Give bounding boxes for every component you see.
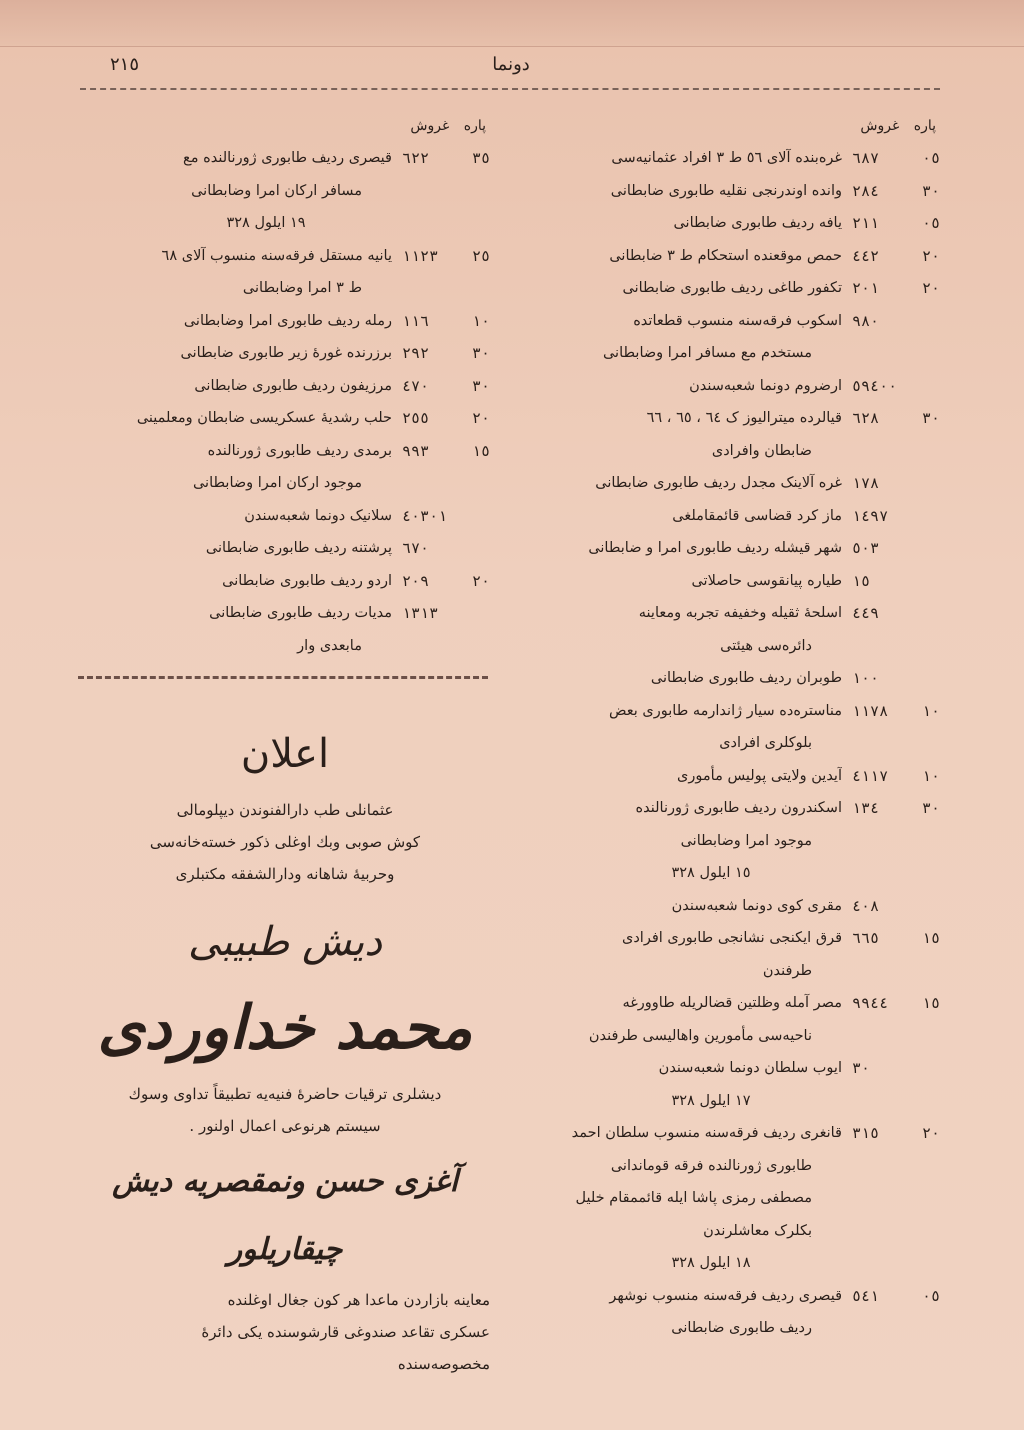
- ledger-row: [520, 142, 940, 175]
- page-header: [80, 52, 942, 88]
- right-column: [520, 110, 940, 1345]
- amount-para: [912, 467, 940, 500]
- amount-ghurush: ٦٢٢: [402, 149, 430, 167]
- ledger-amount: [392, 402, 490, 435]
- amount-ghurush: ١٠٠: [852, 669, 880, 687]
- ledger-amount: [392, 435, 490, 468]
- ledger-description: قانغری ردیف فرقه‌سنه منسوب سلطان احمد: [571, 1125, 842, 1141]
- ledger-row: [520, 467, 940, 500]
- ledger-row: [520, 1052, 940, 1085]
- ledger-description: مقری کوی دونما شعبه‌سندن: [671, 897, 842, 914]
- amount-para: [912, 890, 940, 923]
- ledger-description: طابوری ژورنالنده فرقه قوماندانی: [610, 1157, 812, 1174]
- ledger-description: مصر آمله وظلتین قضالریله طاوورغه: [622, 995, 842, 1011]
- ledger-description: مدیات ردیف طابوری ضابطانی: [209, 605, 392, 621]
- ledger-amount: [392, 500, 490, 533]
- advert-footer-line: معاینه بازاردن ماعدا هر کون جغال اوغلنده: [227, 1291, 490, 1309]
- ledger-description: غره‌بنده آلای ٥٦ ط ٣ افراد عثمانیه‌سی: [611, 150, 842, 166]
- amount-para: ١٥: [471, 441, 490, 460]
- amount-para: ١٠: [921, 701, 940, 720]
- ledger-row: [520, 955, 940, 988]
- ledger-amount: [842, 695, 940, 728]
- amount-ghurush: ٥٠٣: [852, 539, 880, 557]
- ledger-description: مابعدی وار: [297, 637, 362, 654]
- amount-para: ١٥: [921, 929, 940, 947]
- ledger-description: قیصری ردیف فرقه‌سنه منسوب نوشهر: [609, 1287, 842, 1304]
- header-rule: [80, 88, 940, 90]
- amount-ghurush: ١١٢٣: [402, 246, 439, 265]
- amount-para: [912, 305, 940, 338]
- left-column-rows: [80, 142, 490, 662]
- amount-para: [462, 500, 490, 533]
- ledger-row: [80, 467, 490, 500]
- amount-para: ٢٠: [921, 1124, 940, 1142]
- left-column: [80, 110, 490, 662]
- ledger-row: [520, 695, 940, 728]
- ledger-amount: [392, 240, 490, 273]
- ledger-amount: [392, 305, 490, 338]
- ledger-amount: [842, 597, 940, 630]
- right-column-rows: [520, 142, 940, 1345]
- advert-heading: اعلان: [240, 731, 330, 777]
- amount-ghurush: ٣٠: [852, 1059, 871, 1077]
- ledger-description: اردو ردیف طابوری ضابطانی: [222, 572, 392, 589]
- advert-service-title: آغزی حسن ونمقصریه دیش چیقاریلور: [112, 1164, 458, 1267]
- advert-profession: دیش طبیبی: [187, 919, 383, 965]
- ledger-amount: [842, 272, 940, 305]
- ledger-row: [80, 240, 490, 273]
- amount-para: [912, 370, 940, 403]
- ledger-amount: [842, 760, 940, 793]
- ledger-row: [520, 207, 940, 240]
- ledger-description: اسکندرون ردیف طابوری ژورنالنده: [635, 800, 842, 816]
- amount-ghurush: ٢٠٩: [402, 571, 430, 590]
- ledger-amount: [842, 142, 940, 175]
- amount-para: [462, 532, 490, 565]
- ledger-description: اسکوب فرقه‌سنه منسوب قطعاتده: [633, 312, 842, 329]
- ledger-row: [520, 987, 940, 1020]
- amount-para: ١٠: [921, 766, 940, 785]
- ledger-amount: [842, 1280, 940, 1313]
- ledger-amount: [842, 305, 940, 338]
- ledger-amount: [842, 532, 940, 565]
- ledger-amount: [392, 142, 490, 175]
- ledger-row: [520, 825, 940, 858]
- ledger-description: طوبران ردیف طابوری ضابطانی: [650, 670, 842, 686]
- advert-intro-line: کوش صوبی وبك اوغلی ذکور خسته‌خانه‌سی: [149, 833, 421, 851]
- amount-ghurush: ٢٥٥: [402, 409, 430, 427]
- amount-ghurush: ٩٩٤٤: [852, 994, 889, 1012]
- ledger-row: [520, 890, 940, 923]
- ledger-description: ١٩ ایلول ٣٢٨: [226, 215, 306, 231]
- amount-para: ٣٠: [471, 376, 490, 395]
- ledger-row: [520, 402, 940, 435]
- ledger-description: قرق ایکنجی نشانجی طابوری افرادی: [621, 930, 842, 946]
- amount-para: ٠٥: [921, 149, 940, 167]
- amount-ghurush: ٦٧٠: [402, 539, 430, 557]
- amount-para: ٣٠: [471, 344, 490, 362]
- ledger-row: [80, 175, 490, 208]
- ledger-description: ١٥ ایلول ٣٢٨: [671, 865, 751, 881]
- ledger-row: [520, 1085, 940, 1118]
- ledger-row: [520, 760, 940, 793]
- amount-ghurush: ٦٦٥: [852, 929, 880, 947]
- ledger-description: آیدین ولایتی پولیس مأموری: [677, 767, 842, 784]
- ledger-row: [520, 1247, 940, 1280]
- ledger-row: [520, 922, 940, 955]
- amount-para: ٠٥: [921, 1286, 940, 1305]
- ledger-row: [80, 630, 490, 663]
- amount-ghurush: ١٣٤: [852, 799, 880, 817]
- ledger-amount: [842, 890, 940, 923]
- ledger-description: ارضروم دونما شعبه‌سندن: [689, 377, 842, 394]
- amount-ghurush: ٤٤٩: [852, 604, 880, 622]
- ledger-row: [80, 305, 490, 338]
- ledger-description: مرزیفون ردیف طابوری ضابطانی: [194, 377, 392, 394]
- ledger-row: [80, 435, 490, 468]
- ledger-row: [520, 597, 940, 630]
- amount-ghurush: ٩٨٠: [852, 311, 880, 330]
- ledger-row: [80, 532, 490, 565]
- ledger-row: [520, 857, 940, 890]
- amount-para: ٢٥: [471, 246, 490, 265]
- ledger-row: [520, 175, 940, 208]
- top-margin-band: [0, 0, 1024, 47]
- ledger-description: مصطفی رمزی پاشا ایله قائممقام خلیل: [575, 1190, 812, 1206]
- ledger-row: [520, 240, 940, 273]
- advert-intro-line: وحربیهٔ شاهانه ودارالشفقه مکتبلری: [175, 865, 395, 883]
- ledger-row: [520, 630, 940, 663]
- amount-para: [462, 597, 490, 630]
- amount-para: ٣٠: [921, 799, 940, 817]
- ledger-row: [80, 402, 490, 435]
- section-divider: [78, 676, 488, 679]
- ledger-description: اسلحهٔ ثقیله وخفیفه تجربه ومعاینه: [638, 605, 842, 621]
- advert-body-line: دیشلری ترقیات حاضرهٔ فنیه‌یه تطبیقاً تداوی وسوك: [128, 1085, 442, 1103]
- amount-para: ٣٥: [471, 149, 490, 167]
- ledger-amount: [842, 987, 940, 1020]
- ledger-description: حلب رشدیهٔ عسکریسی ضابطان ومعلمینی: [136, 410, 392, 426]
- ledger-description: طرفندن: [762, 962, 812, 979]
- ledger-row: [80, 565, 490, 598]
- ledger-description: قیصری ردیف طابوری ژورنالنده مع: [183, 150, 392, 166]
- amount-ghurush: ٥٤١: [852, 1286, 880, 1305]
- amount-para: ٢٠: [921, 246, 940, 265]
- ledger-description: ١٧ ایلول ٣٢٨: [671, 1092, 751, 1109]
- ledger-row: [520, 792, 940, 825]
- ledger-description: برزرنده غورهٔ زیر طابوری ضابطانی: [180, 345, 392, 361]
- amount-para: ١٠: [471, 311, 490, 330]
- ledger-amount: [842, 402, 940, 435]
- ledger-amount: [842, 240, 940, 273]
- ledger-row: [520, 1117, 940, 1150]
- ledger-description: یانیه مستقل فرقه‌سنه منسوب آلای ٦٨: [161, 247, 392, 264]
- ledger-description: پرشتنه ردیف طابوری ضابطانی: [205, 540, 392, 556]
- ledger-row: [520, 565, 940, 598]
- ledger-description: تکفور طاغی ردیف طابوری ضابطانی: [622, 280, 842, 296]
- ledger-description: شهر قیشله ردیف طابوری امرا و ضابطانی: [588, 540, 842, 556]
- ledger-description: قیالرده میترالیوز ک ٦٤ ، ٦٥ ، ٦٦: [646, 410, 842, 426]
- amount-para: [912, 662, 940, 695]
- ledger-amount: [842, 467, 940, 500]
- ledger-row: [520, 662, 940, 695]
- advert-footer-line: مخصوصه‌سنده: [397, 1355, 490, 1373]
- ledger-description: ناحیه‌سی مأمورین واهالیسی طرفندن: [588, 1027, 812, 1044]
- ledger-amount: [842, 175, 940, 208]
- ledger-amount: [392, 370, 490, 403]
- amount-para: ٢٠: [471, 571, 490, 590]
- ledger-description: موجود ارکان امرا وضابطانی: [192, 475, 362, 491]
- amount-ghurush: ١١٦: [402, 311, 430, 330]
- ledger-row: [520, 272, 940, 305]
- amount-para: ٠٥: [921, 214, 940, 232]
- amount-para: [912, 565, 940, 598]
- ledger-row: [520, 532, 940, 565]
- amount-ghurush: ٢١١: [852, 214, 880, 232]
- amount-para: [912, 532, 940, 565]
- ledger-description: بلوکلری افرادی: [719, 735, 812, 751]
- ledger-row: [80, 337, 490, 370]
- ledger-row: [80, 370, 490, 403]
- amount-ghurush: ٦٨٧: [852, 149, 880, 167]
- ledger-description: رمله ردیف طابوری امرا وضابطانی: [183, 312, 392, 329]
- ledger-amount: [842, 792, 940, 825]
- ledger-amount: [392, 565, 490, 598]
- ledger-amount: [842, 1117, 940, 1150]
- ledger-description: مستخدم مع مسافر امرا وضابطانی: [602, 345, 812, 361]
- amount-para: ٢٠: [471, 409, 490, 427]
- amount-ghurush: ٢٨٤: [852, 181, 880, 200]
- ledger-row: [80, 142, 490, 175]
- advert-dentist-name: محمد خداوردی: [97, 993, 473, 1063]
- ledger-row: [80, 597, 490, 630]
- page-title: دونما: [492, 54, 530, 75]
- ledger-amount: [392, 597, 490, 630]
- advert-body-line: سیستم هرنوعی اعمال اولنور .: [189, 1117, 381, 1135]
- ledger-row: [520, 1182, 940, 1215]
- amount-para: [912, 1052, 940, 1085]
- advert-intro-line: عثمانلی طب دارالفنوندن دیپلومالی: [176, 801, 394, 819]
- amount-ghurush: ١٤٩٧: [852, 506, 889, 525]
- advertisement: [80, 700, 490, 1380]
- advert-footer-line: عسکری تقاعد صندوغی قارشوسنده یکی دائرهٔ: [201, 1323, 490, 1341]
- amount-ghurush: ٦٢٨: [852, 409, 880, 427]
- ledger-description: غره آلاینک مجدل ردیف طابوری ضابطانی: [595, 475, 842, 491]
- amount-para: ٢٠: [921, 279, 940, 297]
- amount-ghurush: ١١٧٨: [852, 701, 889, 720]
- ledger-row: [520, 1215, 940, 1248]
- ledger-row: [520, 370, 940, 403]
- amount-ghurush: ١٥: [852, 571, 871, 590]
- ledger-description: ماز کرد قضاسی قائمقاملغی: [672, 507, 842, 524]
- ledger-description: برمدی ردیف طابوری ژورنالنده: [207, 442, 392, 459]
- ledger-row: [520, 305, 940, 338]
- ledger-description: حمص موقعنده استحکام ط ٣ ضابطانی: [609, 247, 842, 264]
- ledger-amount: [842, 565, 940, 598]
- ledger-row: [520, 727, 940, 760]
- ledger-description: ردیف طابوری ضابطانی: [671, 1320, 812, 1336]
- amount-ghurush: ٢٠١: [852, 279, 880, 297]
- ledger-amount: [842, 662, 940, 695]
- ledger-row: [80, 272, 490, 305]
- amount-ghurush: ١٣١٣: [402, 604, 439, 622]
- amount-ghurush: ٥٩٤٠٠: [852, 376, 898, 395]
- amount-para: [912, 597, 940, 630]
- ledger-row: [520, 1150, 940, 1183]
- ledger-description: بکلرک معاشلرندن: [703, 1222, 812, 1239]
- ledger-amount: [392, 337, 490, 370]
- ledger-row: [520, 1280, 940, 1313]
- ledger-description: سلانیک دونما شعبه‌سندن: [244, 507, 392, 524]
- ledger-amount: [842, 1052, 940, 1085]
- amount-ghurush: ٤٧٠: [402, 376, 430, 395]
- amount-para: ١٥: [921, 994, 940, 1012]
- ledger-row: [520, 435, 940, 468]
- ledger-row: [520, 337, 940, 370]
- amount-para: ٣٠: [921, 409, 940, 427]
- ledger-description: وانده اوندرنجی نقلیه طابوری ضابطانی: [610, 182, 842, 199]
- ledger-description: مناستره‌ده سیار ژاندارمه طابوری بعض: [609, 702, 842, 719]
- amount-para: [912, 500, 940, 533]
- ledger-row: [80, 500, 490, 533]
- ledger-amount: [842, 922, 940, 955]
- amount-ghurush: ١٧٨: [852, 474, 880, 492]
- ledger-description: مسافر ارکان امرا وضابطانی: [191, 182, 362, 199]
- column-header: پاره غروش: [410, 118, 486, 134]
- ledger-description: طیاره پیانقوسی حاصلاتی: [691, 572, 842, 589]
- amount-ghurush: ٤٤٢: [852, 246, 880, 265]
- amount-ghurush: ٣١٥: [852, 1124, 880, 1142]
- ledger-row: [520, 1020, 940, 1053]
- ledger-row: [80, 207, 490, 240]
- amount-ghurush: ٤١١٧: [852, 766, 889, 785]
- ledger-row: [520, 1312, 940, 1345]
- ledger-description: موجود امرا وضابطانی: [680, 832, 812, 849]
- ledger-description: دائره‌سی هیئتی: [720, 637, 812, 654]
- ledger-amount: [842, 500, 940, 533]
- amount-ghurush: ٤٠٨: [852, 896, 880, 915]
- ledger-description: ط ٣ امرا وضابطانی: [242, 280, 362, 296]
- ledger-amount: [842, 370, 940, 403]
- column-header: پاره غروش: [860, 118, 936, 134]
- ledger-description: ایوب سلطان دونما شعبه‌سندن: [658, 1060, 842, 1076]
- ledger-amount: [842, 207, 940, 240]
- ledger-description: ١٨ ایلول ٣٢٨: [671, 1255, 751, 1271]
- amount-ghurush: ٢٩٢: [402, 344, 430, 362]
- ledger-description: ضابطان وافرادی: [711, 442, 812, 459]
- ledger-amount: [392, 532, 490, 565]
- amount-ghurush: ٤٠٣٠١: [402, 506, 448, 525]
- amount-para: ٣٠: [921, 181, 940, 200]
- page-number: ٢١٥: [110, 54, 140, 75]
- amount-ghurush: ٩٩٣: [402, 441, 430, 460]
- ledger-description: یافه ردیف طابوری ضابطانی: [673, 215, 842, 231]
- ledger-row: [520, 500, 940, 533]
